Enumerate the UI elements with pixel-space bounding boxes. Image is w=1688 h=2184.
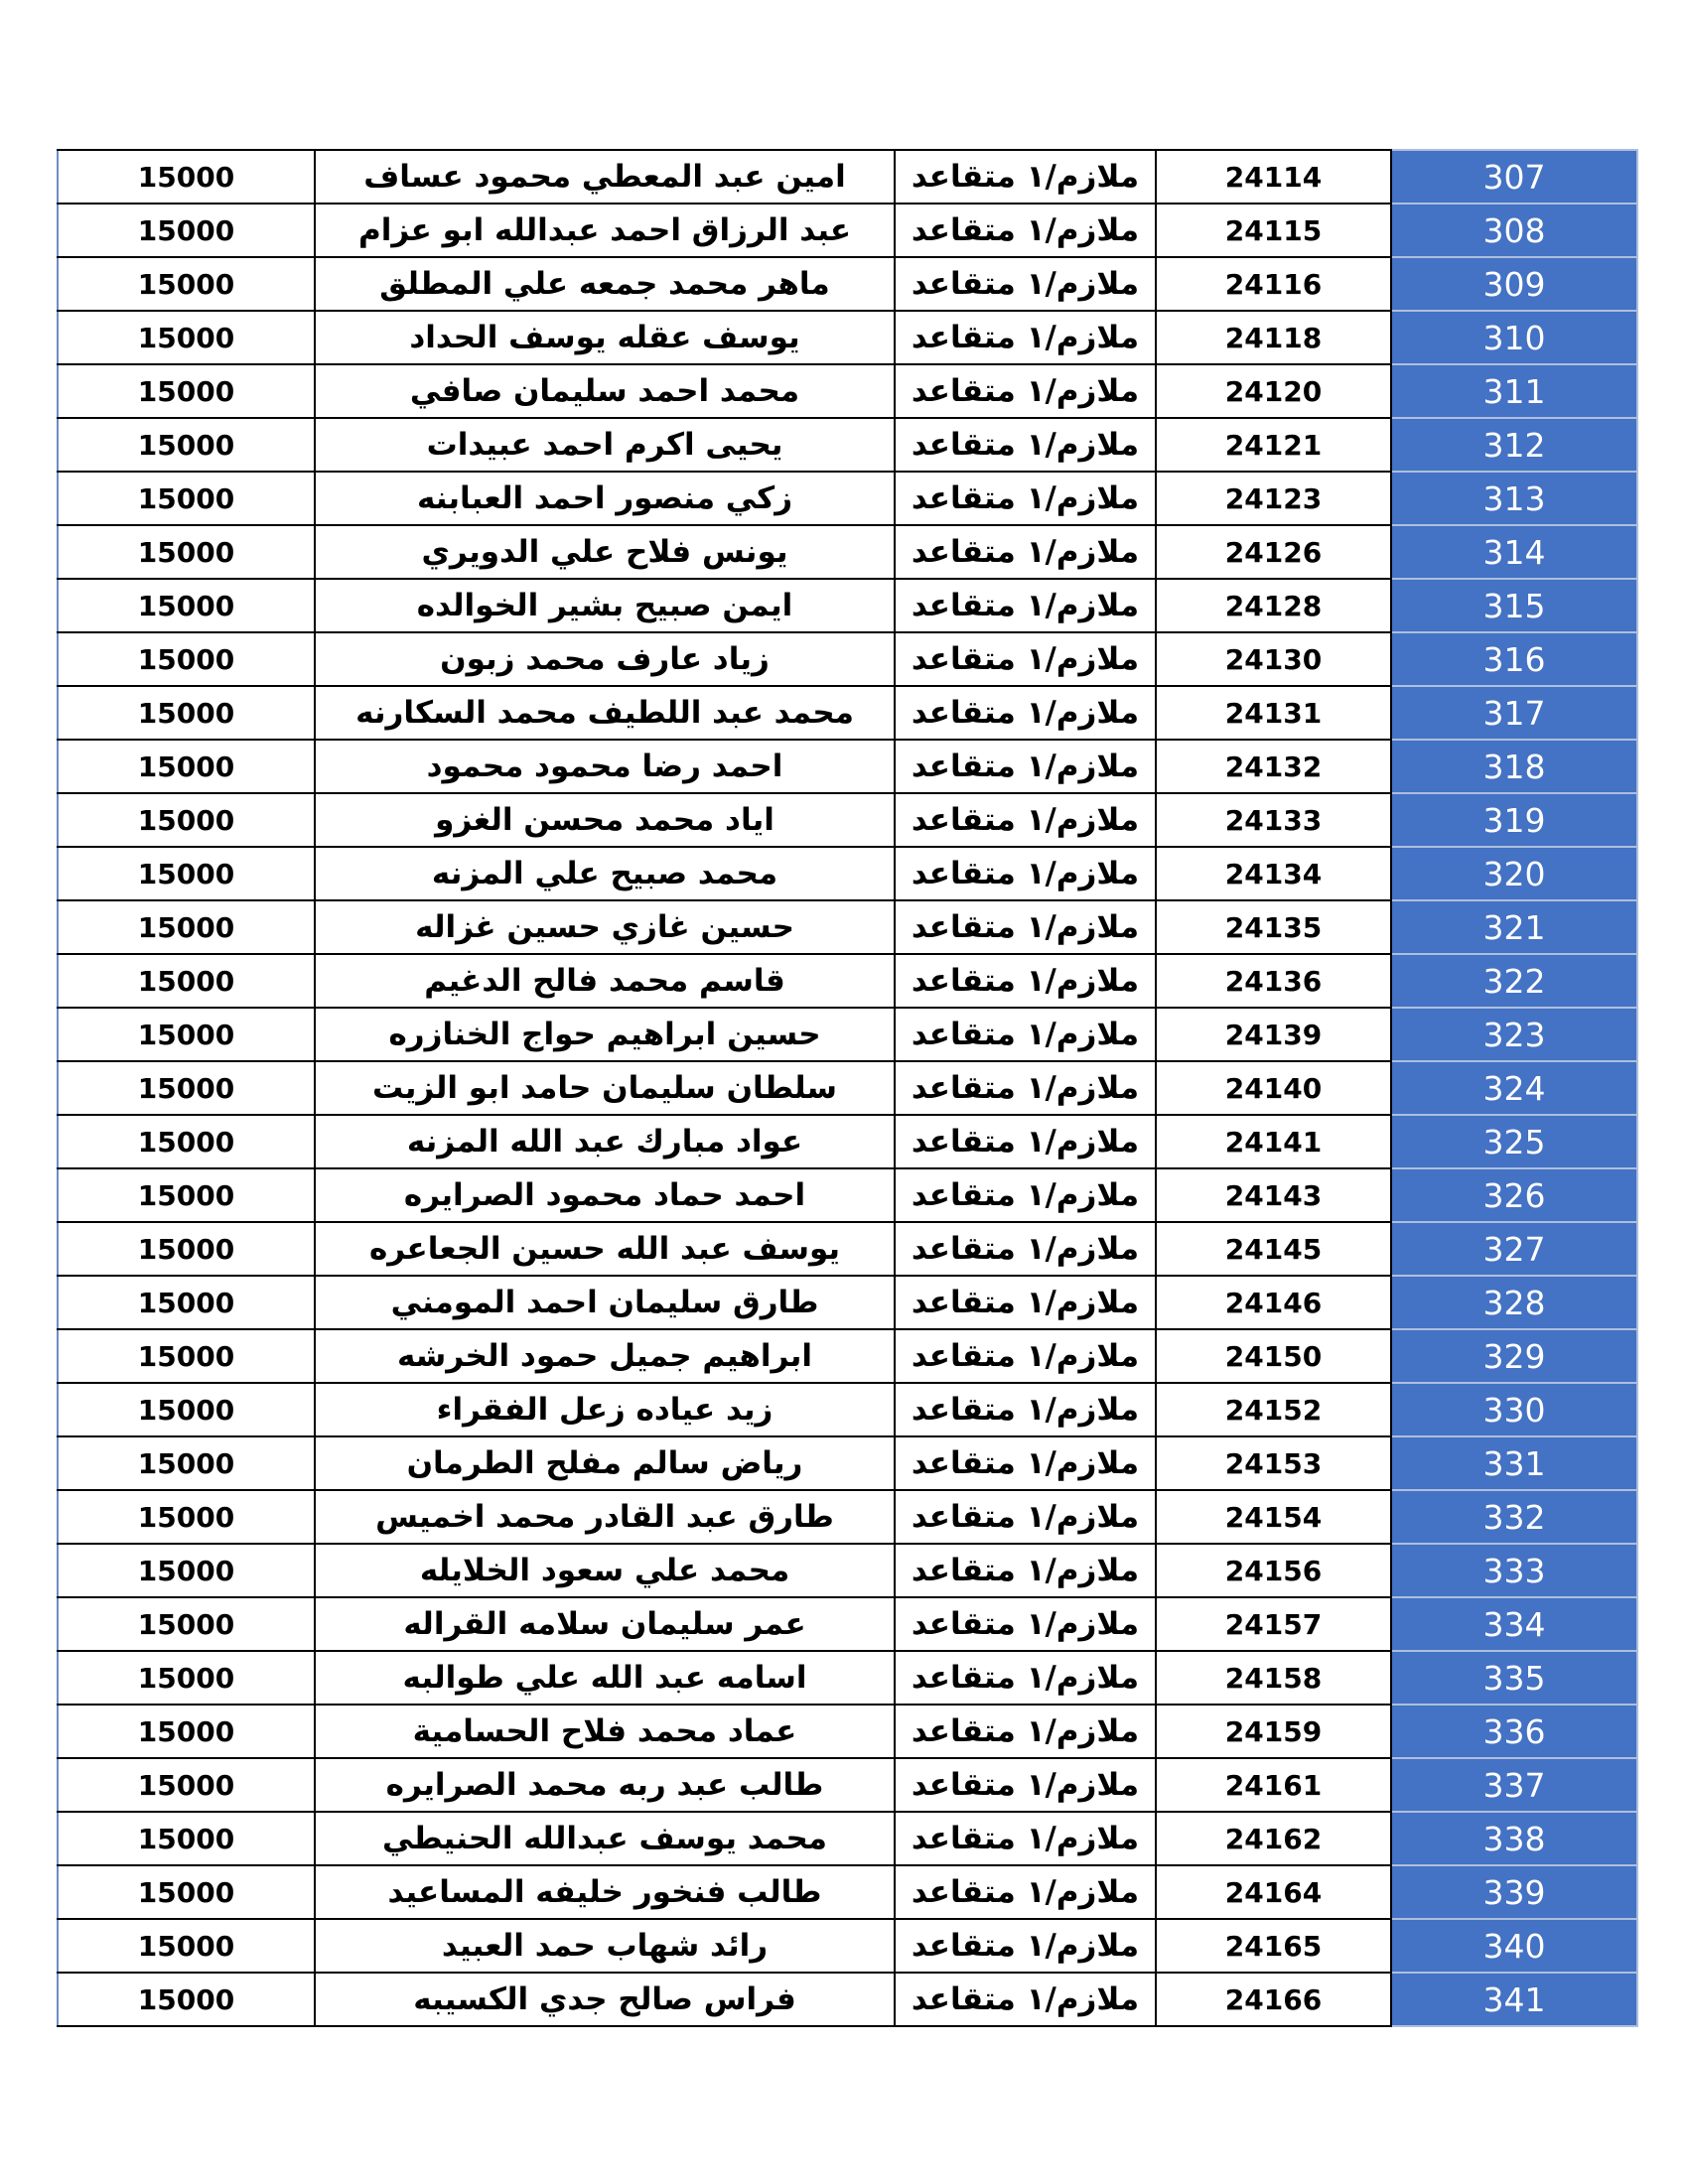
id-number-cell: 24131 [1156,686,1391,740]
name-cell: ماهر محمد جمعه علي المطلق [315,257,895,311]
sequence-number-cell: 318 [1391,740,1637,793]
amount-cell: 15000 [58,1436,315,1490]
rank-cell: ملازم/١ متقاعد [895,1544,1156,1597]
sequence-number-cell: 309 [1391,257,1637,311]
rank-cell: ملازم/١ متقاعد [895,1973,1156,2026]
name-cell: اياد محمد محسن الغزو [315,793,895,847]
table-row [58,1115,1637,1168]
name-cell: عبد الرزاق احمد عبدالله ابو عزام [315,204,895,257]
amount-cell: 15000 [58,1705,315,1758]
sequence-number-cell: 335 [1391,1651,1637,1705]
sequence-number-cell: 311 [1391,364,1637,418]
id-number-cell: 24141 [1156,1115,1391,1168]
rank-cell: ملازم/١ متقاعد [895,1865,1156,1919]
rank-cell: ملازم/١ متقاعد [895,1597,1156,1651]
rank-cell: ملازم/١ متقاعد [895,1436,1156,1490]
amount-cell: 15000 [58,793,315,847]
table-row [58,793,1637,847]
rank-cell: ملازم/١ متقاعد [895,740,1156,793]
rank-cell: ملازم/١ متقاعد [895,1490,1156,1544]
id-number-cell: 24135 [1156,900,1391,954]
rank-cell: ملازم/١ متقاعد [895,150,1156,204]
amount-cell: 15000 [58,150,315,204]
name-cell: احمد رضا محمود محمود [315,740,895,793]
table-row [58,1812,1637,1865]
name-cell: محمد يوسف عبدالله الحنيطي [315,1812,895,1865]
sequence-number-cell: 333 [1391,1544,1637,1597]
name-cell: يونس فلاح علي الدويري [315,525,895,579]
table-row [58,1061,1637,1115]
table-row [58,364,1637,418]
name-cell: سلطان سليمان حامد ابو الزيت [315,1061,895,1115]
amount-cell: 15000 [58,1168,315,1222]
id-number-cell: 24159 [1156,1705,1391,1758]
rank-cell: ملازم/١ متقاعد [895,1812,1156,1865]
rank-cell: ملازم/١ متقاعد [895,1383,1156,1436]
rank-cell: ملازم/١ متقاعد [895,954,1156,1008]
sequence-number-cell: 323 [1391,1008,1637,1061]
id-number-cell: 24152 [1156,1383,1391,1436]
amount-cell: 15000 [58,686,315,740]
id-number-cell: 24158 [1156,1651,1391,1705]
rank-cell: ملازم/١ متقاعد [895,418,1156,472]
id-number-cell: 24134 [1156,847,1391,900]
id-number-cell: 24143 [1156,1168,1391,1222]
rank-cell: ملازم/١ متقاعد [895,686,1156,740]
rank-cell: ملازم/١ متقاعد [895,257,1156,311]
table-row [58,204,1637,257]
amount-cell: 15000 [58,1490,315,1544]
amount-cell: 15000 [58,740,315,793]
table-row [58,1329,1637,1383]
name-cell: يوسف عبد الله حسين الجعاعره [315,1222,895,1276]
sequence-number-cell: 334 [1391,1597,1637,1651]
rank-cell: ملازم/١ متقاعد [895,793,1156,847]
id-number-cell: 24123 [1156,472,1391,525]
id-number-cell: 24121 [1156,418,1391,472]
name-cell: احمد حماد محمود الصرايره [315,1168,895,1222]
table-row [58,632,1637,686]
rank-cell: ملازم/١ متقاعد [895,1061,1156,1115]
id-number-cell: 24145 [1156,1222,1391,1276]
sequence-number-cell: 320 [1391,847,1637,900]
id-number-cell: 24162 [1156,1812,1391,1865]
amount-cell: 15000 [58,311,315,364]
sequence-number-cell: 314 [1391,525,1637,579]
id-number-cell: 24136 [1156,954,1391,1008]
id-number-cell: 24150 [1156,1329,1391,1383]
rank-cell: ملازم/١ متقاعد [895,1168,1156,1222]
sequence-number-cell: 307 [1391,150,1637,204]
name-cell: طالب فنخور خليفه المساعيد [315,1865,895,1919]
rank-cell: ملازم/١ متقاعد [895,364,1156,418]
table-row [58,954,1637,1008]
sequence-number-cell: 310 [1391,311,1637,364]
name-cell: حسين ابراهيم حواج الخنازره [315,1008,895,1061]
table-row [58,900,1637,954]
table-row [58,1490,1637,1544]
sequence-number-cell: 328 [1391,1276,1637,1329]
amount-cell: 15000 [58,1061,315,1115]
name-cell: ابراهيم جميل حمود الخرشه [315,1329,895,1383]
amount-cell: 15000 [58,1008,315,1061]
table-row [58,418,1637,472]
name-cell: محمد صبيح علي المزنه [315,847,895,900]
rank-cell: ملازم/١ متقاعد [895,1329,1156,1383]
table-row [58,740,1637,793]
rank-cell: ملازم/١ متقاعد [895,1222,1156,1276]
table-row [58,150,1637,204]
table-row [58,1168,1637,1222]
sequence-number-cell: 317 [1391,686,1637,740]
amount-cell: 15000 [58,847,315,900]
table-row [58,847,1637,900]
table-row [58,1436,1637,1490]
sequence-number-cell: 330 [1391,1383,1637,1436]
amount-cell: 15000 [58,204,315,257]
id-number-cell: 24166 [1156,1973,1391,2026]
table-row [58,1758,1637,1812]
name-cell: زياد عارف محمد زبون [315,632,895,686]
rank-cell: ملازم/١ متقاعد [895,311,1156,364]
id-number-cell: 24154 [1156,1490,1391,1544]
table-row [58,472,1637,525]
amount-cell: 15000 [58,1758,315,1812]
table-row [58,1865,1637,1919]
id-number-cell: 24132 [1156,740,1391,793]
table-row [58,525,1637,579]
sequence-number-cell: 312 [1391,418,1637,472]
name-cell: طارق عبد القادر محمد اخميس [315,1490,895,1544]
id-number-cell: 24140 [1156,1061,1391,1115]
amount-cell: 15000 [58,900,315,954]
name-cell: زيد عياده زعل الفقراء [315,1383,895,1436]
rank-cell: ملازم/١ متقاعد [895,847,1156,900]
amount-cell: 15000 [58,1919,315,1973]
amount-cell: 15000 [58,1865,315,1919]
rank-cell: ملازم/١ متقاعد [895,1008,1156,1061]
id-number-cell: 24161 [1156,1758,1391,1812]
id-number-cell: 24153 [1156,1436,1391,1490]
sequence-number-cell: 326 [1391,1168,1637,1222]
rank-cell: ملازم/١ متقاعد [895,1651,1156,1705]
rank-cell: ملازم/١ متقاعد [895,579,1156,632]
id-number-cell: 24165 [1156,1919,1391,1973]
id-number-cell: 24128 [1156,579,1391,632]
name-cell: اسامه عبد الله علي طوالبه [315,1651,895,1705]
rank-cell: ملازم/١ متقاعد [895,1705,1156,1758]
name-cell: طارق سليمان احمد المومني [315,1276,895,1329]
id-number-cell: 24164 [1156,1865,1391,1919]
amount-cell: 15000 [58,1812,315,1865]
sequence-number-cell: 341 [1391,1973,1637,2026]
amount-cell: 15000 [58,632,315,686]
table-row [58,1383,1637,1436]
retirees-table [57,149,1638,2027]
table-row [58,1597,1637,1651]
name-cell: محمد عبد اللطيف محمد السكارنه [315,686,895,740]
sequence-number-cell: 336 [1391,1705,1637,1758]
amount-cell: 15000 [58,1597,315,1651]
table-row [58,1651,1637,1705]
sequence-number-cell: 322 [1391,954,1637,1008]
table-row [58,686,1637,740]
rank-cell: ملازم/١ متقاعد [895,900,1156,954]
sequence-number-cell: 325 [1391,1115,1637,1168]
sequence-number-cell: 313 [1391,472,1637,525]
rank-cell: ملازم/١ متقاعد [895,525,1156,579]
name-cell: حسين غازي حسين غزاله [315,900,895,954]
amount-cell: 15000 [58,472,315,525]
name-cell: يوسف عقله يوسف الحداد [315,311,895,364]
id-number-cell: 24118 [1156,311,1391,364]
sequence-number-cell: 332 [1391,1490,1637,1544]
sequence-number-cell: 340 [1391,1919,1637,1973]
rank-cell: ملازم/١ متقاعد [895,1919,1156,1973]
amount-cell: 15000 [58,1973,315,2026]
amount-cell: 15000 [58,579,315,632]
name-cell: عماد محمد فلاح الحسامية [315,1705,895,1758]
table-row [58,579,1637,632]
name-cell: محمد علي سعود الخلايله [315,1544,895,1597]
id-number-cell: 24157 [1156,1597,1391,1651]
id-number-cell: 24133 [1156,793,1391,847]
table-row [58,1222,1637,1276]
table-row [58,1973,1637,2026]
sequence-number-cell: 329 [1391,1329,1637,1383]
name-cell: قاسم محمد فالح الدغيم [315,954,895,1008]
name-cell: محمد احمد سليمان صافي [315,364,895,418]
sequence-number-cell: 339 [1391,1865,1637,1919]
amount-cell: 15000 [58,954,315,1008]
name-cell: رائد شهاب حمد العبيد [315,1919,895,1973]
amount-cell: 15000 [58,1651,315,1705]
name-cell: يحيى اكرم احمد عبيدات [315,418,895,472]
table-row [58,311,1637,364]
sequence-number-cell: 337 [1391,1758,1637,1812]
rank-cell: ملازم/١ متقاعد [895,632,1156,686]
name-cell: طالب عبد ربه محمد الصرايره [315,1758,895,1812]
sequence-number-cell: 324 [1391,1061,1637,1115]
rank-cell: ملازم/١ متقاعد [895,472,1156,525]
amount-cell: 15000 [58,257,315,311]
amount-cell: 15000 [58,1115,315,1168]
amount-cell: 15000 [58,418,315,472]
amount-cell: 15000 [58,1544,315,1597]
name-cell: امين عبد المعطي محمود عساف [315,150,895,204]
name-cell: فراس صالح جدي الكسيبه [315,1973,895,2026]
id-number-cell: 24126 [1156,525,1391,579]
amount-cell: 15000 [58,364,315,418]
amount-cell: 15000 [58,1383,315,1436]
sequence-number-cell: 327 [1391,1222,1637,1276]
rank-cell: ملازم/١ متقاعد [895,1115,1156,1168]
amount-cell: 15000 [58,1276,315,1329]
amount-cell: 15000 [58,1329,315,1383]
table-row [58,1276,1637,1329]
name-cell: عواد مبارك عبد الله المزنه [315,1115,895,1168]
document-sheet [57,149,1632,2027]
table-row [58,1008,1637,1061]
sequence-number-cell: 338 [1391,1812,1637,1865]
sequence-number-cell: 331 [1391,1436,1637,1490]
id-number-cell: 24120 [1156,364,1391,418]
id-number-cell: 24115 [1156,204,1391,257]
table-row [58,1919,1637,1973]
id-number-cell: 24114 [1156,150,1391,204]
table-row [58,257,1637,311]
rank-cell: ملازم/١ متقاعد [895,1276,1156,1329]
rank-cell: ملازم/١ متقاعد [895,1758,1156,1812]
name-cell: رياض سالم مفلح الطرمان [315,1436,895,1490]
sequence-number-cell: 308 [1391,204,1637,257]
table-row [58,1705,1637,1758]
sequence-number-cell: 319 [1391,793,1637,847]
sequence-number-cell: 315 [1391,579,1637,632]
table-body [58,150,1637,2026]
amount-cell: 15000 [58,525,315,579]
name-cell: ايمن صبيح بشير الخوالده [315,579,895,632]
id-number-cell: 24146 [1156,1276,1391,1329]
id-number-cell: 24116 [1156,257,1391,311]
rank-cell: ملازم/١ متقاعد [895,204,1156,257]
id-number-cell: 24139 [1156,1008,1391,1061]
id-number-cell: 24156 [1156,1544,1391,1597]
amount-cell: 15000 [58,1222,315,1276]
name-cell: عمر سليمان سلامه القراله [315,1597,895,1651]
sequence-number-cell: 321 [1391,900,1637,954]
table-row [58,1544,1637,1597]
sequence-number-cell: 316 [1391,632,1637,686]
name-cell: زكي منصور احمد العبابنه [315,472,895,525]
id-number-cell: 24130 [1156,632,1391,686]
